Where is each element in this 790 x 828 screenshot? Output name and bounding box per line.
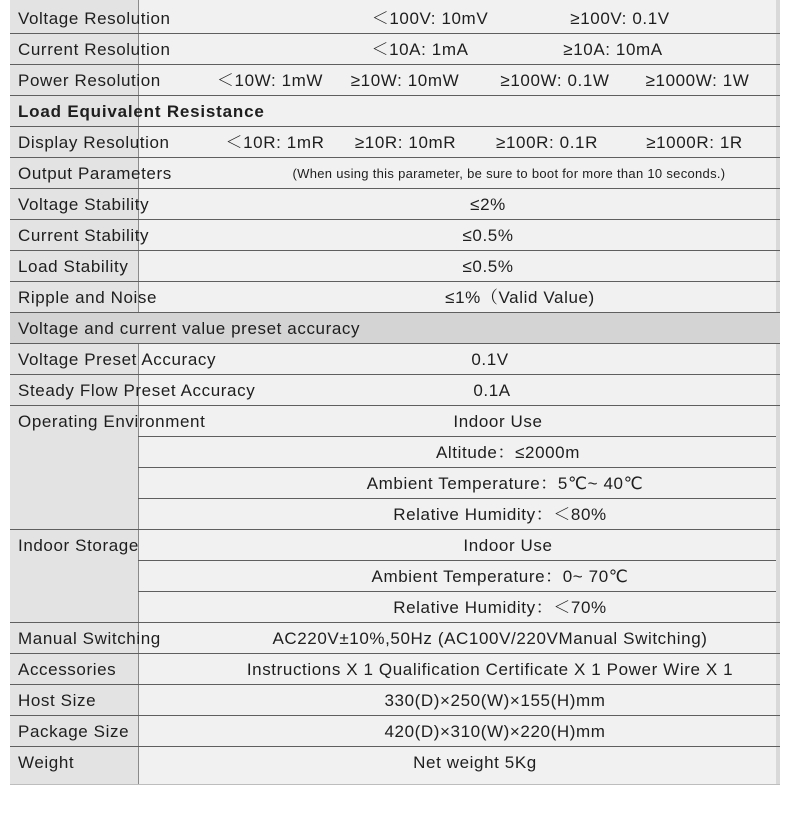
table-row-output-parameters — [10, 158, 780, 189]
row-value: ≤1%（Valid Value) — [445, 288, 595, 307]
table-row-preset-accuracy-header — [10, 313, 780, 344]
table-row-ambient-temperature-operating — [10, 468, 780, 499]
row-value: Ambient Temperature：0~ 70℃ — [371, 567, 629, 586]
row-value: ≤0.5% — [462, 226, 514, 245]
row-label: Voltage Stability — [18, 195, 150, 214]
row-label: Voltage and current value preset accuracy — [18, 319, 361, 338]
row-value: 0.1V — [471, 350, 509, 369]
row-label: Package Size — [18, 722, 130, 741]
row-value: Indoor Use — [453, 412, 543, 431]
row-value: ≤0.5% — [462, 257, 514, 276]
row-label: Current Resolution — [18, 40, 171, 59]
row-label: Host Size — [18, 691, 97, 710]
row-value: Net weight 5Kg — [413, 753, 537, 772]
row-value: Relative Humidity：＜80% — [393, 505, 607, 524]
table-row-voltage-preset-accuracy — [10, 344, 780, 375]
table-row-display-resolution — [10, 127, 780, 158]
row-value-2: ≥10R: 10mR — [354, 133, 457, 152]
row-value: Indoor Use — [463, 536, 553, 555]
row-value: AC220V±10%,50Hz (AC100V/220VManual Switching) — [272, 629, 708, 648]
row-label: Power Resolution — [18, 71, 161, 90]
row-value: 330(D)×250(W)×155(H)mm — [384, 691, 606, 710]
row-label: Accessories — [18, 660, 117, 679]
table-row-voltage-resolution — [10, 3, 780, 34]
row-value: 0.1A — [473, 381, 511, 400]
row-value-3: ≥100R: 0.1R — [496, 133, 598, 152]
table-row-current-resolution — [10, 34, 780, 65]
table-row-ambient-temperature-storage — [10, 561, 780, 592]
row-label: Voltage Preset Accuracy — [18, 350, 217, 369]
table-row-steady-flow-preset-accuracy — [10, 375, 780, 406]
row-value-1: ＜100V: 10mV — [371, 9, 489, 28]
row-value-2: ≥10W: 10mW — [350, 71, 460, 90]
table-row-current-stability — [10, 220, 780, 251]
row-label: Voltage Resolution — [18, 9, 171, 28]
row-label: Weight — [18, 753, 75, 772]
row-label: Ripple and Noise — [18, 288, 158, 307]
table-row-power-resolution — [10, 65, 780, 96]
table-row-load-equivalent-resistance — [10, 96, 780, 127]
table-row-accessories — [10, 654, 780, 685]
row-value-1: ＜10A: 1mA — [371, 40, 469, 59]
row-value-1: ＜10R: 1mR — [225, 133, 325, 152]
row-value: Altitude：≤2000m — [435, 443, 580, 462]
row-value: Ambient Temperature：5℃~ 40℃ — [366, 474, 644, 493]
row-label: Output Parameters — [18, 164, 172, 183]
table-row-operating-environment — [10, 406, 780, 437]
row-value: Relative Humidity：＜70% — [393, 598, 607, 617]
table-row-humidity-storage — [10, 592, 780, 623]
table-row-altitude — [10, 437, 780, 468]
row-value: Instructions X 1 Qualification Certificate X 1 Power Wire X 1 — [246, 660, 734, 679]
row-value-2: ≥10A: 10mA — [563, 40, 663, 59]
row-label: Display Resolution — [18, 133, 170, 152]
table-row-indoor-storage — [10, 530, 780, 561]
row-value: ≤2% — [470, 195, 506, 214]
row-label: Indoor Storage — [18, 536, 139, 555]
row-label: Load Equivalent Resistance — [18, 102, 265, 121]
row-value-4: ≥1000R: 1R — [646, 133, 743, 152]
table-row-weight — [10, 747, 780, 778]
table-row-package-size — [10, 716, 780, 747]
table-row-host-size — [10, 685, 780, 716]
table-row-humidity-operating — [10, 499, 780, 530]
row-value-2: ≥100V: 0.1V — [570, 9, 670, 28]
row-label: Operating Environment — [18, 412, 206, 431]
table-row-manual-switching — [10, 623, 780, 654]
row-value: 420(D)×310(W)×220(H)mm — [384, 722, 606, 741]
row-label: Load Stability — [18, 257, 129, 276]
row-note: (When using this parameter, be sure to boot for more than 10 seconds.) — [292, 166, 726, 181]
table-row-load-stability — [10, 251, 780, 282]
row-label: Steady Flow Preset Accuracy — [18, 381, 256, 400]
row-value-3: ≥100W: 0.1W — [500, 71, 610, 90]
row-value-1: ＜10W: 1mW — [216, 71, 324, 90]
row-value-4: ≥1000W: 1W — [645, 71, 750, 90]
spec-table — [10, 0, 780, 785]
row-label: Manual Switching — [18, 629, 161, 648]
table-row-ripple-and-noise — [10, 282, 780, 313]
table-row-voltage-stability — [10, 189, 780, 220]
row-label: Current Stability — [18, 226, 150, 245]
